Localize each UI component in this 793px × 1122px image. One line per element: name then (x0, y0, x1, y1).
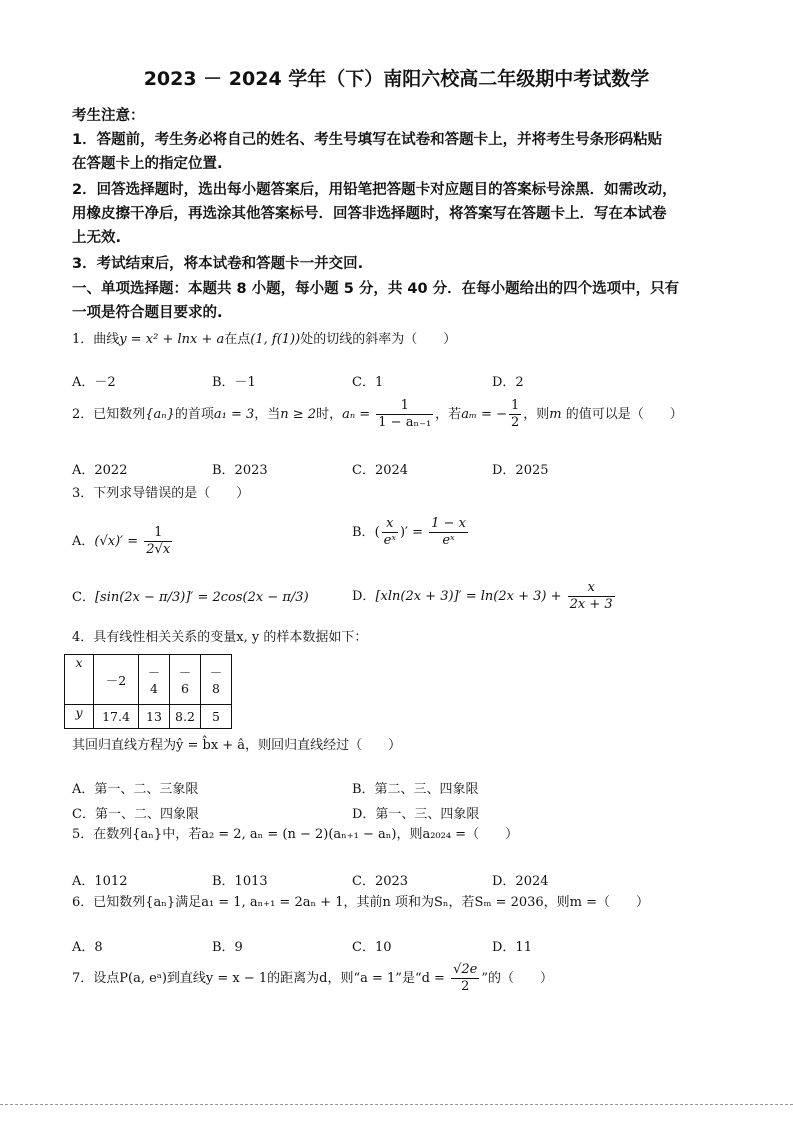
question-5-options (72, 870, 732, 890)
table-cell: － 8 (201, 655, 232, 705)
option-d: D．2024 (492, 874, 549, 889)
question-7: 7．设点P(a, eᵃ)到直线y = x − 1的距离为d，则“a = 1”是“d = $\frac{√2e}{2}$ ”的（ ） (72, 962, 553, 994)
question-4-options-1 (72, 778, 732, 798)
question-6: 6．已知数列{aₙ}满足a₁ = 1, aₙ₊₁ = 2aₙ + 1，其前n 项和为Sₙ，若Sₘ = 2036，则m =（ ） (72, 895, 650, 910)
option-d: D．[xln(2x + 3)]′ = ln(2x + 3) + $\frac{x}{2x + 3}$ (352, 580, 613, 612)
option-b: B．( $\frac{x}{\text{eˣ}}$ )′ = $\frac{1 - x}{\text{eˣ}}$ (352, 516, 466, 548)
option-c: C．10 (352, 940, 392, 955)
question-2: 2．已知数列{aₙ}的首项a₁ = 3，当n ≥ 2时，aₙ = $\frac{1}{\text{1 − aₙ₋₁}}$ ，若aₘ = − $\frac{1}{2}$ ，则m 的值可以是（ ） (72, 398, 683, 430)
option-d: D．2 (492, 375, 524, 390)
section-heading: 一、单项选择题：本题共 8 小题，每小题 5 分，共 40 分．在每小题给出的四个选项中，只有 (72, 281, 680, 297)
table-cell: －2 (94, 655, 139, 705)
option-a: A．(√x)′ = $\frac{1}{2√x}$ (72, 525, 171, 557)
question-1: 1．曲线y = x² + lnx + a在点(1, f(1))处的切线的斜率为（ ） (72, 332, 457, 347)
notice-item-1: 1．答题前，考生务必将自己的姓名、考生号填写在试卷和答题卡上，并将考生号条形码粘贴 (72, 132, 663, 148)
option-d: D．2025 (492, 463, 549, 478)
option-c: C．[sin(2x − π/3)]′ = 2cos(2x − π/3) (72, 590, 309, 605)
notice-item-2-cont2: 上无效. (72, 230, 122, 246)
option-b: B．9 (212, 940, 243, 955)
option-d: D．11 (492, 940, 532, 955)
question-1-options (72, 371, 732, 391)
page-title: 2023 － 2024 学年（下）南阳六校高二年级期中考试数学 (143, 68, 650, 90)
fraction-half: $\frac{1}{2}$ (510, 398, 520, 430)
table-row (65, 655, 232, 705)
section-heading-cont: 一项是符合题目要求的. (72, 305, 223, 321)
table-cell: 8.2 (170, 705, 201, 729)
option-b: B．1013 (212, 874, 268, 889)
option-a: A．1012 (72, 874, 128, 889)
question-6-options (72, 936, 732, 956)
notice-item-2-cont: 用橡皮擦干净后，再选涂其他答案标号．回答非选择题时，将答案写在答题卡上．写在本试卷 (72, 206, 667, 222)
option-d: D．第一、三、四象限 (352, 807, 480, 822)
option-c: C．2023 (352, 874, 409, 889)
option-c: C．第一、二、四象限 (72, 807, 199, 822)
option-b: B．第二、三、四象限 (352, 782, 479, 797)
table-cell: x (65, 655, 94, 705)
table-cell: y (65, 705, 94, 729)
notice-heading: 考生注意： (72, 108, 145, 124)
notice-item-1-cont: 在答题卡上的指定位置. (72, 156, 223, 172)
option-c: C．1 (352, 375, 384, 390)
option-b: B．－1 (212, 375, 256, 390)
question-5: 5．在数列{aₙ}中，若a₂ = 2, aₙ = (n − 2)(aₙ₊₁ − aₙ)，则a₂₀₂₄ =（ ） (72, 827, 519, 842)
fraction: $\frac{1}{\text{1 − aₙ₋₁}}$ (378, 398, 432, 430)
notice-item-2: 2．回答选择题时，选出每小题答案后，用铅笔把答题卡对应题目的答案标号涂黑．如需改动， (72, 182, 677, 198)
notice-item-3: 3．考试结束后，将本试卷和答题卡一并交回. (72, 256, 364, 272)
option-a: A．第一、二、三象限 (72, 782, 199, 797)
question-4: 4．具有线性相关关系的变量x, y 的样本数据如下： (72, 630, 368, 645)
question-3: 3．下列求导错误的是（ ） (72, 486, 250, 501)
option-a: A．8 (72, 940, 103, 955)
option-c: C．2024 (352, 463, 409, 478)
question-2-options (72, 459, 732, 479)
question-4-options-2 (72, 803, 732, 823)
question-4-followup: 其回归直线方程为ŷ = b̂x + â，则回归直线经过（ ） (72, 738, 402, 753)
sample-data-table (64, 654, 232, 729)
table-row (65, 705, 232, 729)
table-cell: － 4 (139, 655, 170, 705)
question-3-row-1 (72, 514, 732, 556)
option-b: B．2023 (212, 463, 268, 478)
fraction: $\frac{√2e}{2}$ (453, 962, 478, 994)
page-divider (0, 1104, 793, 1105)
option-a: A．－2 (72, 375, 116, 390)
option-a: A．2022 (72, 463, 128, 478)
table-cell: 17.4 (94, 705, 139, 729)
table-cell: 13 (139, 705, 170, 729)
table-cell: － 6 (170, 655, 201, 705)
table-cell: 5 (201, 705, 232, 729)
